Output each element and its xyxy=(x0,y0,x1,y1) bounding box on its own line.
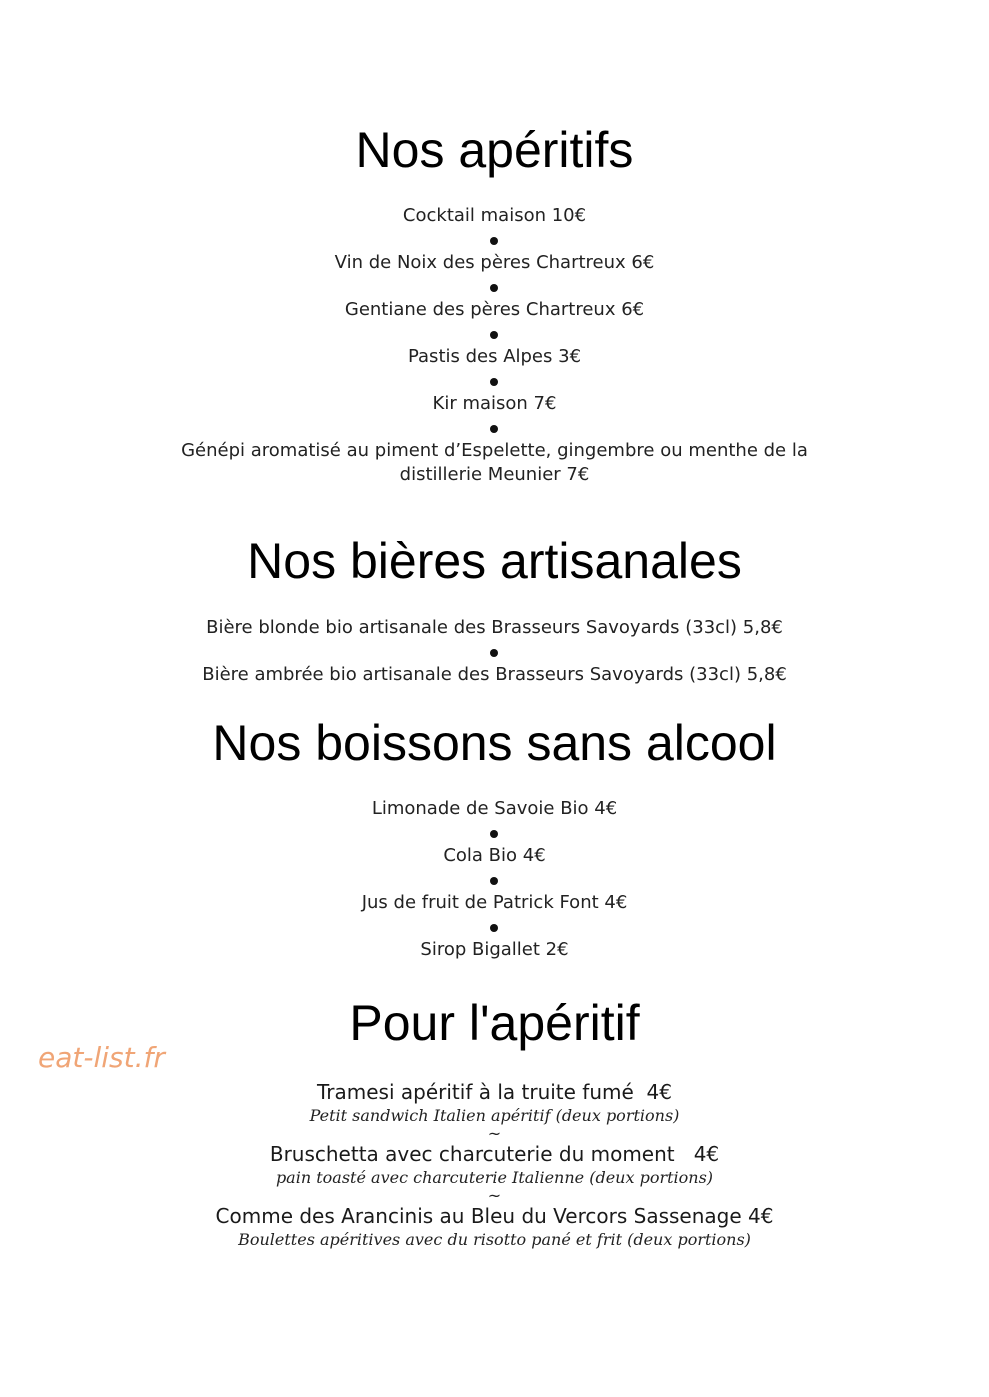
section-title-pour-aperitif: Pour l'apéritif xyxy=(349,995,640,1051)
list-item: Jus de fruit de Patrick Font 4€ xyxy=(361,892,628,913)
watermark-text: eat-list.fr xyxy=(38,1041,165,1074)
bullet-separator xyxy=(0,416,989,439)
snack-name: Bruschetta avec charcuterie du moment 4€ xyxy=(269,1142,720,1166)
list-item: Bière blonde bio artisanale des Brasseurs Savoyards (33cl) 5,8€ xyxy=(206,617,783,638)
snack-description: Boulettes apéritives avec du risotto pané et frit (deux portions) xyxy=(238,1230,751,1249)
list-sans-alcool xyxy=(0,797,989,962)
list-item: Cola Bio 4€ xyxy=(443,845,546,866)
list-item: Pastis des Alpes 3€ xyxy=(407,346,582,367)
tilde-separator: ~ xyxy=(487,1186,502,1205)
list-aperitifs xyxy=(0,204,989,487)
bullet-separator xyxy=(0,915,989,938)
list-item: Bière ambrée bio artisanale des Brasseurs Savoyards (33cl) 5,8€ xyxy=(202,664,787,685)
list-item: Sirop Bigallet 2€ xyxy=(420,939,569,960)
snack-name: Comme des Arancinis au Bleu du Vercors Sassenage 4€ xyxy=(215,1204,774,1228)
list-bieres xyxy=(0,616,989,687)
snack-name: Tramesi apéritif à la truite fumé 4€ xyxy=(317,1080,672,1104)
list-item: Cocktail maison 10€ xyxy=(402,205,587,226)
list-item: Limonade de Savoie Bio 4€ xyxy=(371,798,618,819)
bullet-separator xyxy=(0,640,989,663)
bullet-separator xyxy=(0,275,989,298)
tilde-separator: ~ xyxy=(487,1124,502,1143)
section-title-sans-alcool: Nos boissons sans alcool xyxy=(212,715,777,771)
list-item: Vin de Noix des pères Chartreux 6€ xyxy=(334,252,655,273)
list-item-continuation: distillerie Meunier 7€ xyxy=(399,464,590,485)
snack-description: Petit sandwich Italien apéritif (deux portions) xyxy=(309,1106,680,1125)
bullet-separator xyxy=(0,322,989,345)
snack-description: pain toasté avec charcuterie Italienne (deux portions) xyxy=(275,1168,714,1187)
bullet-separator xyxy=(0,369,989,392)
bullet-separator xyxy=(0,868,989,891)
list-item: Kir maison 7€ xyxy=(432,393,557,414)
bullet-separator xyxy=(0,821,989,844)
bullet-separator xyxy=(0,228,989,251)
list-pour-aperitif xyxy=(0,1079,989,1251)
list-item: Gentiane des pères Chartreux 6€ xyxy=(344,299,645,320)
section-title-aperitifs: Nos apéritifs xyxy=(355,122,634,178)
list-item: Génépi aromatisé au piment d’Espelette, gingembre ou menthe de la xyxy=(181,440,808,461)
section-title-bieres: Nos bières artisanales xyxy=(247,533,742,589)
